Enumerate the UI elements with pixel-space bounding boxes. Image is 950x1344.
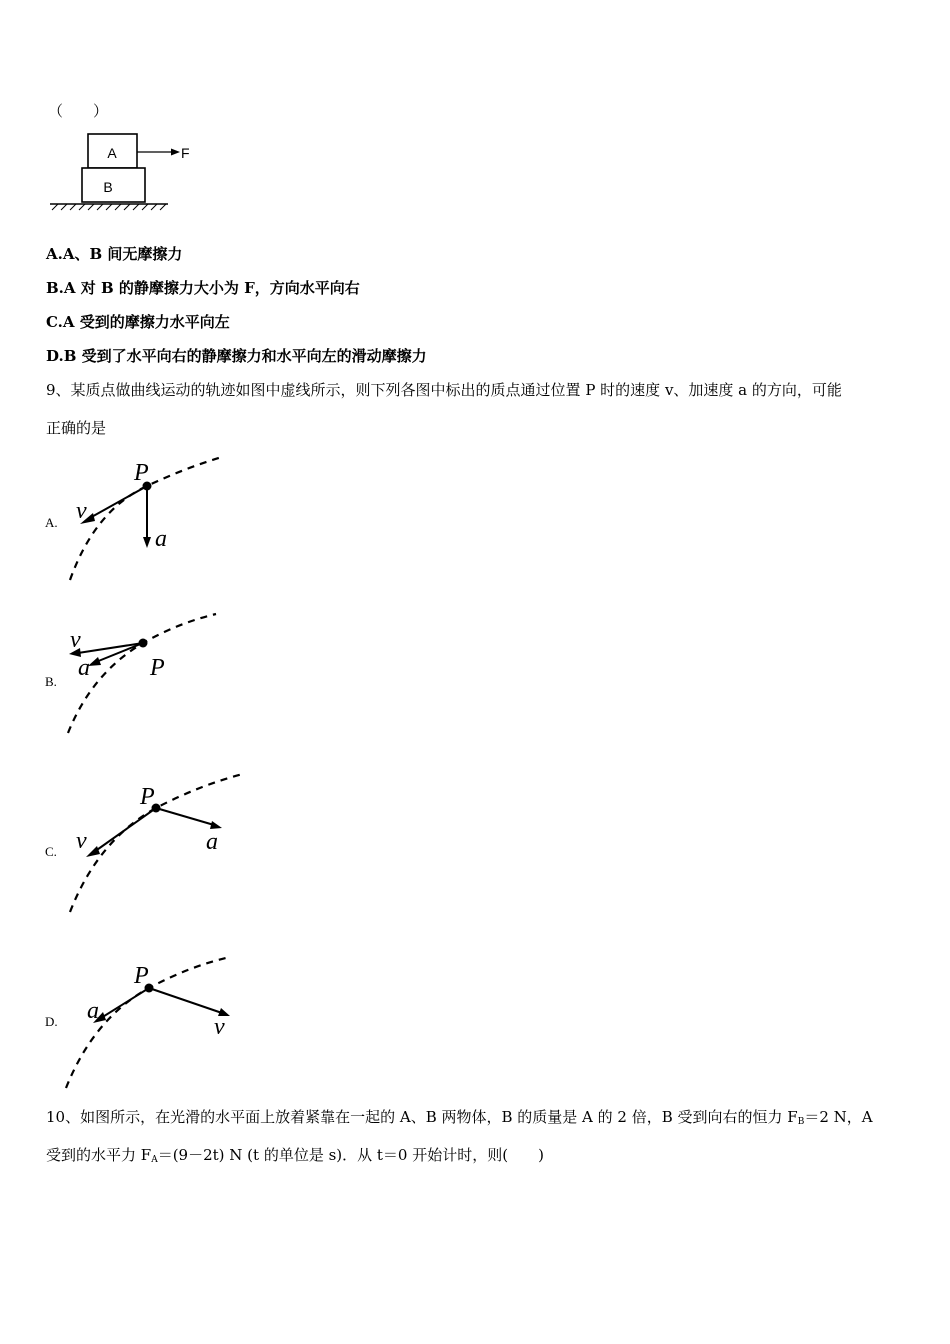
velocity-label: v: [76, 828, 87, 854]
velocity-label: v: [76, 498, 87, 524]
velocity-label: v: [214, 1014, 225, 1040]
acceleration-label: a: [78, 655, 90, 681]
acceleration-label: a: [155, 526, 167, 552]
point-p-label: P: [134, 460, 149, 486]
point-p-label: P: [134, 963, 149, 989]
question-10-stem-line2: 受到的水平力 $F_A=(9-2t)$ N (t 的单位是 s)．从 t＝0 开始计时，则( ): [46, 1146, 544, 1165]
option-d: D.B 受到了水平向右的静摩擦力和水平向左的滑动摩擦力: [46, 347, 427, 365]
force-label: F: [181, 145, 190, 161]
point-p-label: P: [150, 655, 165, 681]
answer-blank: （ ）: [48, 102, 109, 120]
acceleration-label: a: [206, 829, 218, 855]
velocity-label: v: [70, 627, 81, 653]
point-p-label: P: [140, 784, 155, 810]
option-c: C.A 受到的摩擦力水平向左: [46, 313, 230, 331]
question-9-stem-line2: 正确的是: [46, 419, 107, 437]
option-a-label: A.: [45, 515, 58, 530]
option-d-label: D.: [45, 1014, 58, 1029]
option-b: B.A 对 B 的静摩擦力大小为 F，方向水平向右: [46, 279, 360, 297]
option-b-label: B.: [45, 674, 57, 689]
block-a-label: A: [107, 145, 117, 161]
acceleration-label: a: [87, 998, 99, 1024]
question-10-stem-line1: 10、如图所示，在光滑的水平面上放着紧靠在一起的 A、B 两物体，B 的质量是 A 的 2 倍，B 受到向右的恒力 $F_B=2$ N，A: [46, 1108, 873, 1127]
block-b-label: B: [103, 179, 113, 195]
option-c-label: C.: [45, 844, 57, 859]
option-a: A.A、B 间无摩擦力: [46, 245, 183, 263]
question-9-stem-line1: 9、某质点做曲线运动的轨迹如图中虚线所示，则下列各图中标出的质点通过位置 P 时的速度 v、加速度 a 的方向，可能: [46, 381, 842, 399]
